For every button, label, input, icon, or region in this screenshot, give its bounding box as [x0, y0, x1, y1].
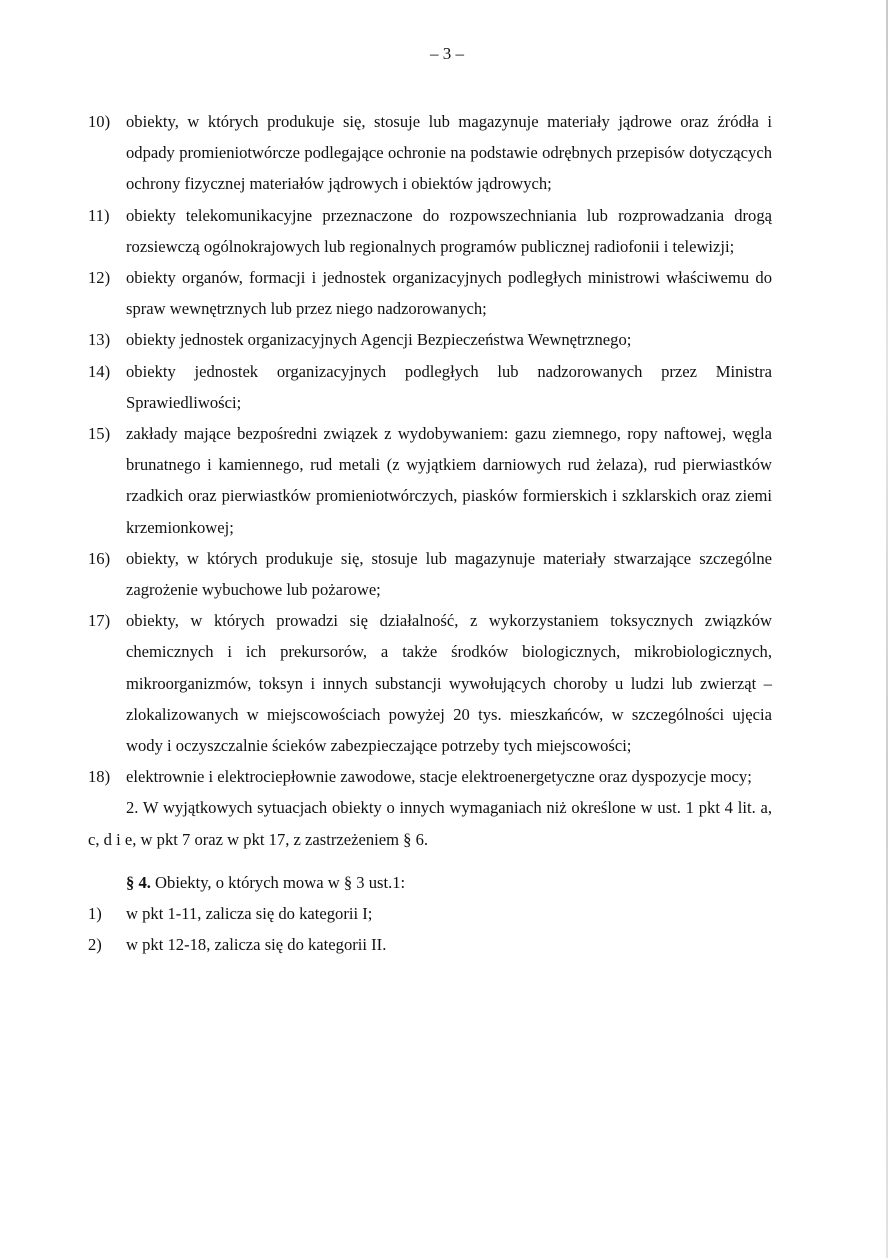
- list-item-text: obiekty jednostek organizacyjnych Agencji Bezpieczeństwa Wewnętrznego;: [126, 330, 632, 350]
- list-item-number: 18): [88, 767, 111, 787]
- list-item-number: 15): [88, 424, 111, 444]
- section-4-label: § 4.: [126, 872, 151, 892]
- scan-edge: [886, 0, 888, 1258]
- list-item: [88, 356, 772, 418]
- subitem-text: w pkt 12-18, zalicza się do kategorii II.: [126, 935, 387, 955]
- list-item-number: 11): [88, 205, 110, 225]
- section-4-text: Obiekty, o których mowa w § 3 ust.1:: [150, 872, 406, 892]
- list-item-text: elektrownie i elektrociepłownie zawodowe, stacje elektroenergetyczne oraz dyspozycje mocy;: [126, 767, 752, 787]
- list-item-number: 14): [88, 361, 111, 381]
- section-4-heading: [88, 867, 772, 898]
- list-item: [88, 543, 772, 605]
- section-4-subitem: [88, 929, 772, 960]
- list-item-number: 10): [88, 112, 111, 131]
- list-item: [88, 418, 772, 543]
- list-item-text: obiekty, w których produkuje się, stosuje lub magazynuje materiały jądrowe oraz źródła i odpady promieniotwórcze podlegające ochronie na podstawie odrębnych przepisów dotyczących ochrony fizycznej materiałów jądrowych i obiektów jądrowych;: [126, 112, 772, 194]
- list-item-text: zakłady mające bezpośredni związek z wydobywaniem: gazu ziemnego, ropy naftowej, węgla brunatnego i kamiennego, rud metali (z wyjątkiem darniowych rud żelaza), rud pierwiastków rzadkich oraz pierwiastków promieniotwórczych, piasków formierskich i szklarskich oraz ziemi krzemionkowej;: [126, 424, 772, 537]
- list-item: [88, 106, 772, 200]
- section-4-subitem: [88, 898, 772, 929]
- list-item-text: obiekty, w których prowadzi się działalność, z wykorzystaniem toksycznych związków chemicznych i ich prekursorów, a także środków biologicznych, mikrobiologicznych, mikroorganizmów, toksyn i innych substancji wywołujących choroby u ludzi lub zwierząt – zlokalizowanych w miejscowościach powyżej 20 tys. mieszkańców, w szczególności ujęcia wody i oczyszczalnie ścieków zabezpieczające potrzeby tych miejscowości;: [126, 611, 772, 756]
- list-item-text: obiekty, w których produkuje się, stosuje lub magazynuje materiały stwarzające szczególne zagrożenie wybuchowe lub pożarowe;: [126, 548, 772, 600]
- page-number: – 3 –: [430, 44, 464, 63]
- subitem-text: w pkt 1-11, zalicza się do kategorii I;: [126, 904, 373, 924]
- list-item: [88, 262, 772, 324]
- list-item: [88, 761, 772, 792]
- list-item-number: 13): [88, 330, 111, 350]
- document-body: [88, 106, 772, 960]
- list-item: [88, 200, 772, 262]
- subitem-number: 1): [88, 904, 102, 924]
- list-item: [88, 324, 772, 355]
- subitem-number: 2): [88, 935, 102, 955]
- list-item-number: 16): [88, 548, 111, 568]
- paragraph-2: 2. W wyjątkowych sytuacjach obiekty o innych wymaganiach niż określone w ust. 1 pkt 4 lit. a, c, d i e, w pkt 7 oraz w pkt 17, z zastrzeżeniem § 6.: [88, 798, 772, 849]
- list-item-number: 12): [88, 268, 111, 288]
- list-item-number: 17): [88, 611, 111, 631]
- list-item-text: obiekty telekomunikacyjne przeznaczone do rozpowszechniania lub rozprowadzania drogą rozsiewczą ogólnokrajowych lub regionalnych programów publicznej radiofonii i telewizji;: [126, 205, 772, 256]
- list-item-text: obiekty organów, formacji i jednostek organizacyjnych podległych ministrowi właściwemu do spraw wewnętrznych lub przez niego nadzorowanych;: [126, 268, 772, 319]
- list-item: [88, 605, 772, 761]
- list-item-text: obiekty jednostek organizacyjnych podległych lub nadzorowanych przez Ministra Sprawiedliwości;: [126, 361, 772, 412]
